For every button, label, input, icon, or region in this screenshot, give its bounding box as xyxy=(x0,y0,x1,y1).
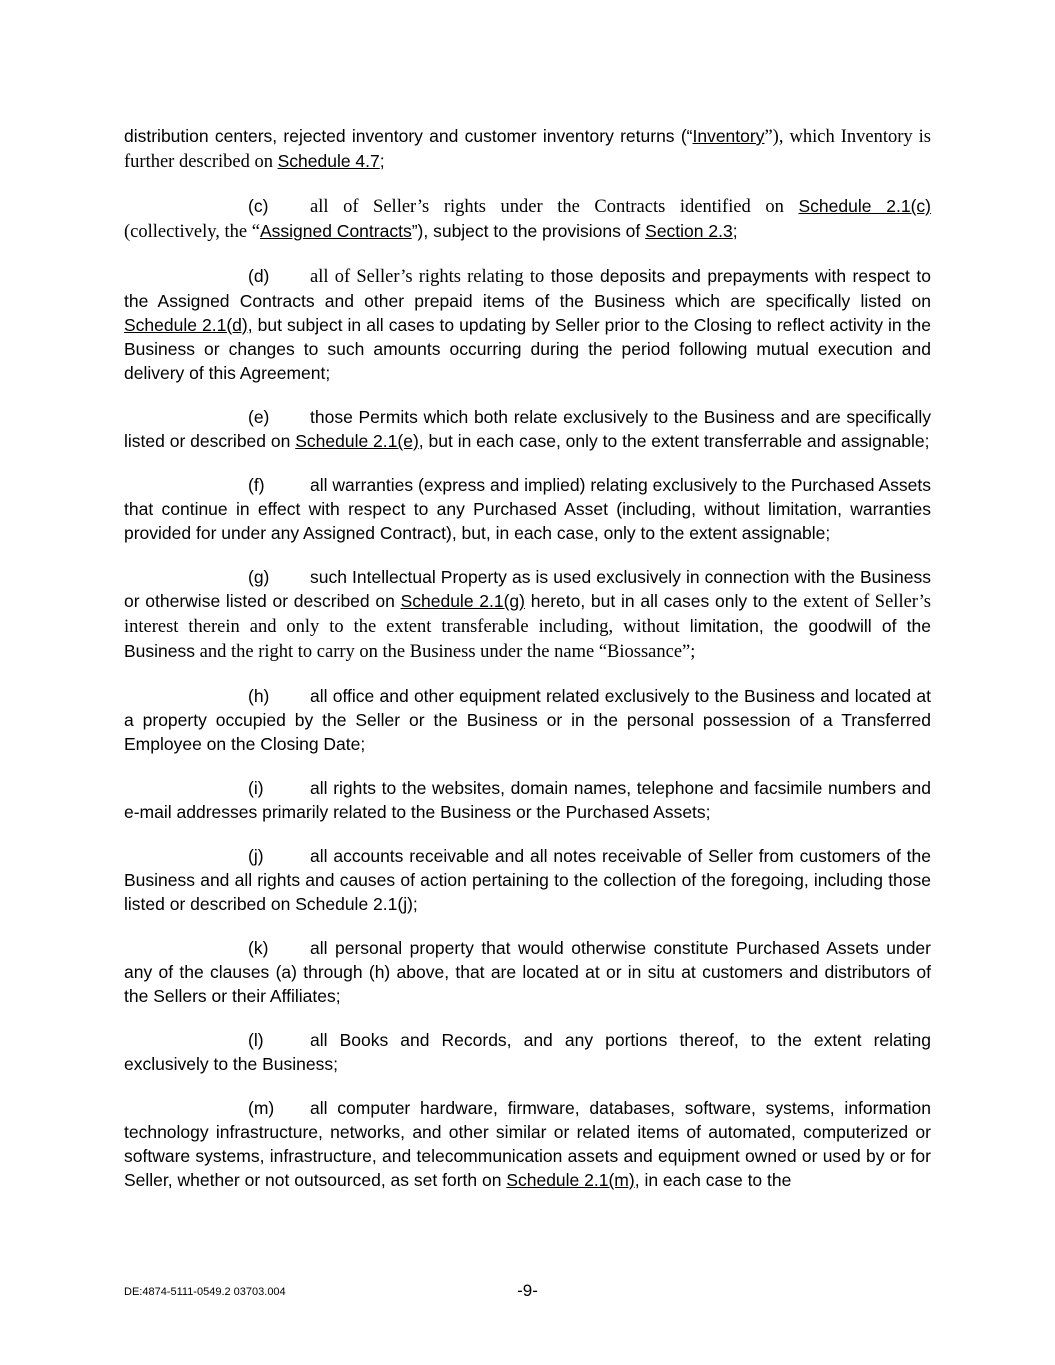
paragraph-e xyxy=(124,405,931,453)
page-number: -9- xyxy=(517,1281,538,1300)
document-id: DE:4874-5111-0549.2 03703.004 xyxy=(124,1286,286,1298)
schedule-ref: Schedule 2.1(c) xyxy=(798,196,931,216)
paragraph-l xyxy=(124,1028,931,1076)
document-body xyxy=(124,124,931,1212)
schedule-ref: Schedule 2.1(e) xyxy=(295,431,419,451)
paragraph-h xyxy=(124,684,931,756)
item-text: (collectively, the “ xyxy=(124,222,260,242)
item-text: and the right to carry on the Business under the name “Biossance”; xyxy=(195,642,696,662)
item-text: limitation, the goodwill of the Business xyxy=(124,616,931,661)
paragraph-j xyxy=(124,844,931,916)
item-text: those deposits and prepayments with respect to the Assigned Contracts and other prepaid items of the Business which are specifically listed on xyxy=(124,266,931,311)
item-text: hereto, but in all cases only to the xyxy=(525,591,804,611)
item-label: (g) xyxy=(248,567,270,587)
item-label: (d) xyxy=(248,266,270,286)
item-text: all computer hardware, firmware, databases, software, systems, information technology infrastructure, networks, and other similar or related items of automated, computerized or software systems, infrastructure, and telecommunication assets and equipment owned or used by or for Seller, whether or not outsourced, as set forth on xyxy=(124,1098,931,1190)
intro-text: ”), which Inventory is further described on xyxy=(124,127,931,172)
item-label: (l) xyxy=(248,1030,264,1050)
item-text: ”), subject to the provisions of xyxy=(411,221,646,241)
intro-text: ; xyxy=(379,151,385,171)
item-text: all warranties (express and implied) relating exclusively to the Purchased Assets that continue in effect with respect to any Purchased Asset (including, without limitation, warranties provided for under any Assigned Contract), but, in each case, only to the extent assignable; xyxy=(124,475,931,543)
item-text: , but in each case, only to the extent transferrable and assignable; xyxy=(418,431,930,451)
schedule-ref: Schedule 2.1(g) xyxy=(400,591,525,611)
item-text: those Permits which both relate exclusively to the Business and are specifically listed or described on xyxy=(124,407,931,451)
paragraph-k xyxy=(124,936,931,1008)
item-label: (k) xyxy=(248,938,269,958)
paragraph-intro xyxy=(124,124,931,174)
item-label: (f) xyxy=(248,475,265,495)
schedule-ref: Schedule 4.7 xyxy=(277,151,380,171)
item-text: all rights to the websites, domain names, telephone and facsimile numbers and e-mail addresses primarily related to the Business or the Purchased Assets; xyxy=(124,778,931,822)
item-text: all of Seller’s rights relating to xyxy=(310,267,545,287)
paragraph-g xyxy=(124,565,931,664)
item-text: all office and other equipment related exclusively to the Business and located at a property occupied by the Seller or the Business or in the personal possession of a Transferred Employee on the Closing Date; xyxy=(124,686,931,754)
item-text: but subject in all cases to updating by Seller prior to the Closing to reflect activity in the Business or changes to such amounts occurring during the period following mutual execution and delivery of this Agreement; xyxy=(124,315,931,383)
item-label: (h) xyxy=(248,686,270,706)
schedule-ref: Schedule 2.1(d), xyxy=(124,315,253,335)
paragraph-i xyxy=(124,776,931,824)
item-label: (c) xyxy=(248,196,269,216)
defined-term-inventory: Inventory xyxy=(692,126,765,146)
item-text: all personal property that would otherwise constitute Purchased Assets under any of the clauses (a) through (h) above, that are located at or in situ at customers and distributors of the Sellers or their Affiliates; xyxy=(124,938,931,1006)
item-text: ; xyxy=(732,221,738,241)
paragraph-m xyxy=(124,1096,931,1192)
item-text: all accounts receivable and all notes receivable of Seller from customers of the Business and all rights and causes of action pertaining to the collection of the foregoing, including those listed or described on Schedule 2.1(j); xyxy=(124,846,931,914)
item-text: , in each case to the xyxy=(634,1170,792,1190)
item-text: all of Seller’s rights under the Contracts identified on xyxy=(310,197,799,217)
item-label: (j) xyxy=(248,846,264,866)
item-label: (i) xyxy=(248,778,264,798)
paragraph-f xyxy=(124,473,931,545)
item-text: all Books and Records, and any portions thereof, to the extent relating exclusively to the Business; xyxy=(124,1030,931,1074)
defined-term-assigned-contracts: Assigned Contracts xyxy=(259,221,412,241)
paragraph-c xyxy=(124,194,931,244)
section-ref: Section 2.3 xyxy=(645,221,733,241)
intro-text: distribution centers, rejected inventory and customer inventory returns (“ xyxy=(124,126,693,146)
item-label: (e) xyxy=(248,407,270,427)
schedule-ref: Schedule 2.1(m) xyxy=(506,1170,635,1190)
paragraph-d xyxy=(124,264,931,385)
item-text: extent of Seller’s interest therein and only to the extent transferable including, without xyxy=(124,592,931,637)
item-text: such Intellectual Property as is used exclusively in connection with the Business or otherwise listed or described on xyxy=(124,567,931,611)
item-label: (m) xyxy=(248,1098,275,1118)
